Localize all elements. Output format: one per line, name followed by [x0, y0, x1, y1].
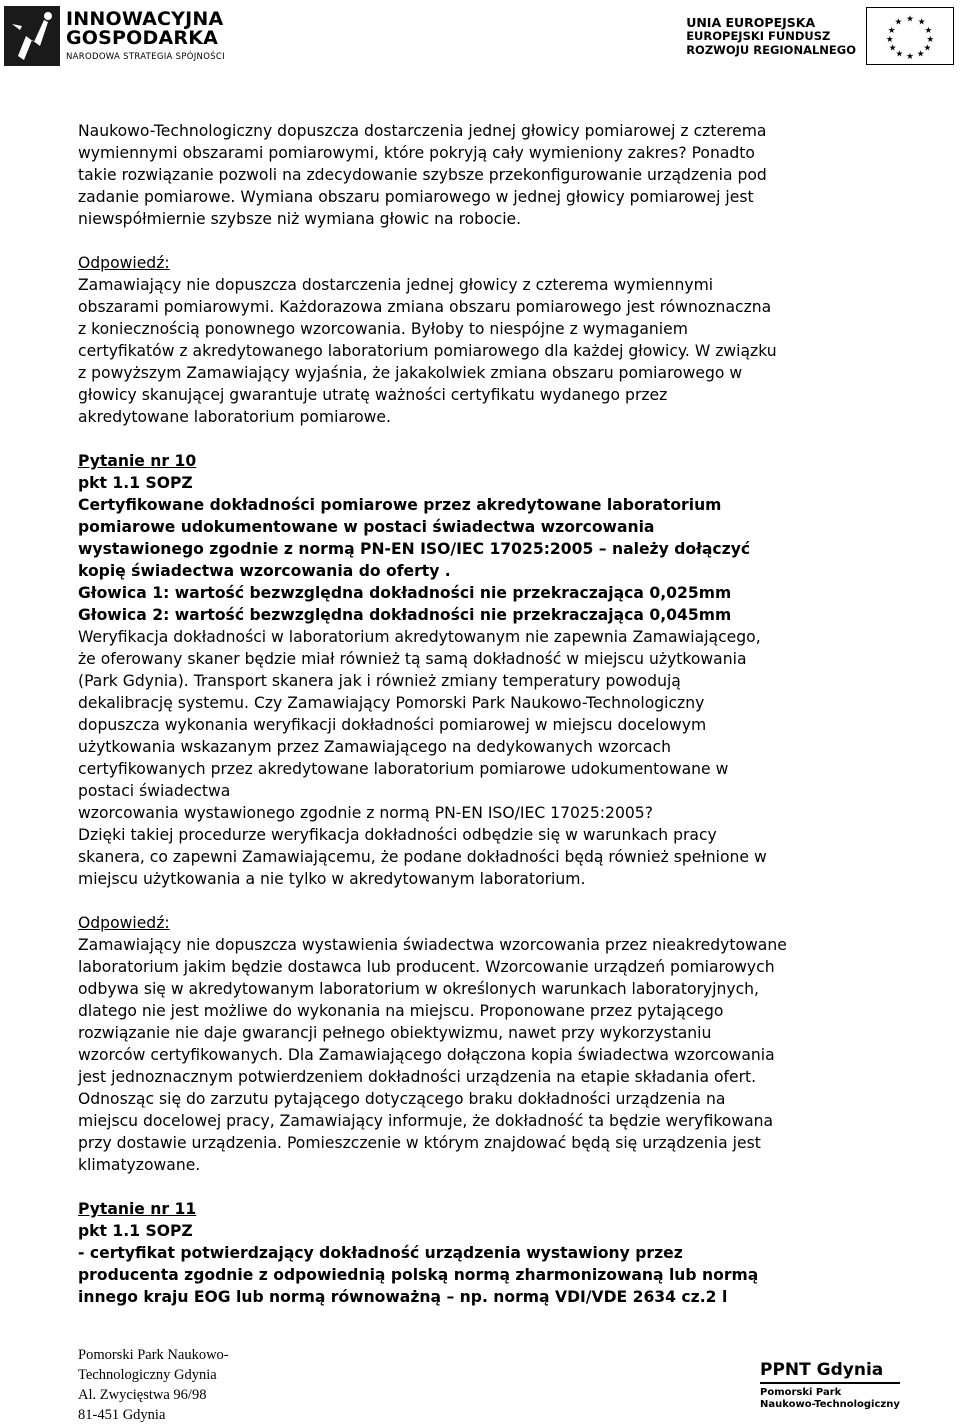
- text-line: Zamawiający nie dopuszcza wystawienia świadectwa wzorcowania przez nieakredytowane: [78, 936, 787, 954]
- svg-text:★: ★: [887, 26, 896, 37]
- svg-text:★: ★: [895, 49, 904, 60]
- ppnt-logo-sub-2: Naukowo-Technologiczny: [760, 1399, 900, 1410]
- answer-heading: Odpowiedź:: [78, 254, 170, 272]
- svg-text:★: ★: [916, 49, 925, 60]
- logo-line-3: NARODOWA STRATEGIA SPÓJNOŚCI: [66, 52, 225, 63]
- text-line: niewspółmiernie szybsze niż wymiana głowic na robocie.: [78, 210, 522, 228]
- text-line: dekalibrację systemu. Czy Zamawiający Pomorski Park Naukowo-Technologiczny: [78, 694, 705, 712]
- text-line: zadanie pomiarowe. Wymiana obszaru pomiarowego w jednej głowicy pomiarowej jest: [78, 188, 754, 206]
- text-line: miejscu użytkowania a nie tylko w akredytowanym laboratorium.: [78, 870, 586, 888]
- text-line: rozwiązanie nie daje gwarancji pełnego obiektywizmu, nawet przy wykorzystaniu: [78, 1024, 712, 1042]
- text-line: odbywa się w akredytowanym laboratorium w określonych warunkach laboratoryjnych,: [78, 980, 759, 998]
- address-line: Al. Zwycięstwa 96/98: [78, 1387, 207, 1403]
- text-line: wzorców certyfikowanych. Dla Zamawiającego dołączona kopia świadectwa wzorcowania: [78, 1046, 775, 1064]
- text-line: klimatyzowane.: [78, 1156, 201, 1174]
- address-line: 81-451 Gdynia: [78, 1407, 166, 1423]
- text-line: Odnosząc się do zarzutu pytającego dotyczącego braku dokładności urządzenia na: [78, 1090, 726, 1108]
- text-line: z koniecznością ponownego wzorcowania. Byłoby to niespójne z wymaganiem: [78, 320, 688, 338]
- eu-logo: [686, 4, 954, 68]
- logo-line-1: INNOWACYJNA: [66, 8, 224, 31]
- question-requirement: [78, 494, 900, 626]
- document-body: [78, 120, 900, 1308]
- question-reference: pkt 1.1 SOPZ: [78, 474, 193, 492]
- svg-text:★: ★: [906, 14, 914, 25]
- logo-figure-icon: [4, 6, 60, 66]
- text-line: jest jednoznacznym potwierdzeniem dokładności urządzenia na etapie składania ofert.: [78, 1068, 757, 1086]
- eu-line-3: ROZWOJU REGIONALNEGO: [686, 42, 856, 57]
- text-line: wymiennymi obszarami pomiarowymi, które pokryją cały wymieniony zakres? Ponadto: [78, 144, 755, 162]
- text-line: użytkowania wskazanym przez Zamawiającego na dedykowanych wzorcach: [78, 738, 671, 756]
- svg-text:★: ★: [917, 17, 926, 28]
- eu-line-2: EUROPEJSKI FUNDUSZ: [686, 28, 831, 43]
- ppnt-logo-sub-1: Pomorski Park: [760, 1387, 842, 1398]
- text-line: skanera, co zapewni Zamawiającemu, że podane dokładności będą również spełnione w: [78, 848, 767, 866]
- text-line: akredytowane laboratorium pomiarowe.: [78, 408, 391, 426]
- text-line: certyfikowanych przez akredytowane laboratorium pomiarowe udokumentowane w: [78, 760, 729, 778]
- svg-text:★: ★: [888, 43, 897, 54]
- svg-text:★: ★: [885, 34, 894, 45]
- text-line: dlatego nie jest możliwe do wykonania na miejscu. Proponowane przez pytającego: [78, 1002, 724, 1020]
- text-line: certyfikatów z akredytowanego laboratorium pomiarowego dla każdej głowicy. W związku: [78, 342, 777, 360]
- svg-text:★: ★: [926, 34, 935, 45]
- ppnt-logo: [760, 1360, 900, 1411]
- eu-flag-icon: [866, 7, 954, 65]
- question-paragraph: [78, 626, 900, 890]
- text-line: - certyfikat potwierdzający dokładność urządzenia wystawiony przez: [78, 1244, 683, 1262]
- text-line: takie rozwiązanie pozwoli na zdecydowanie szybsze przekonfigurowanie urządzenia pod: [78, 166, 767, 184]
- text-line: pomiarowe udokumentowane w postaci świadectwa wzorcowania: [78, 518, 655, 536]
- question-heading: Pytanie nr 10: [78, 452, 197, 470]
- svg-text:★: ★: [906, 52, 914, 63]
- text-line: producenta zgodnie z odpowiednią polską normą zharmonizowaną lub normą: [78, 1266, 759, 1284]
- text-line: Głowica 2: wartość bezwzględna dokładności nie przekraczająca 0,045mm: [78, 606, 732, 624]
- text-line: Dzięki takiej procedurze weryfikacja dokładności odbędzie się w warunkach pracy: [78, 826, 717, 844]
- text-line: (Park Gdynia). Transport skanera jak i również zmiany temperatury powodują: [78, 672, 681, 690]
- text-line: dopuszcza wykonania weryfikacji dokładności pomiarowej w miejscu docelowym: [78, 716, 707, 734]
- text-line: że oferowany skaner będzie miał również tą samą dokładność w miejscu użytkowania: [78, 650, 747, 668]
- text-line: z powyższym Zamawiający wyjaśnia, że jakakolwiek zmiana obszaru pomiarowego w: [78, 364, 743, 382]
- address-line: Pomorski Park Naukowo-: [78, 1347, 229, 1363]
- text-line: wystawionego zgodnie z normą PN-EN ISO/IEC 17025:2005 – należy dołączyć: [78, 540, 751, 558]
- intro-paragraph: [78, 120, 900, 230]
- text-line: Głowica 1: wartość bezwzględna dokładności nie przekraczająca 0,025mm: [78, 584, 732, 602]
- text-line: głowicy skanującej gwarantuje utratę ważności certyfikatu wydanego przez: [78, 386, 668, 404]
- question-requirement: [78, 1242, 900, 1308]
- answer-heading: Odpowiedź:: [78, 914, 170, 932]
- text-line: Certyfikowane dokładności pomiarowe przez akredytowane laboratorium: [78, 496, 722, 514]
- text-line: Zamawiający nie dopuszcza dostarczenia jednej głowicy z czterema wymiennymi: [78, 276, 714, 294]
- footer-address: [78, 1345, 229, 1425]
- text-line: Weryfikacja dokładności w laboratorium akredytowanym nie zapewnia Zamawiającego,: [78, 628, 761, 646]
- text-line: wzorcowania wystawionego zgodnie z normą PN-EN ISO/IEC 17025:2005?: [78, 804, 653, 822]
- text-line: innego kraju EOG lub normą równoważną – np. normą VDI/VDE 2634 cz.2 l: [78, 1288, 728, 1306]
- eu-line-1: UNIA EUROPEJSKA: [686, 14, 816, 30]
- logo-line-2: GOSPODARKA: [66, 27, 219, 50]
- text-line: obszarami pomiarowymi. Każdorazowa zmiana obszaru pomiarowego jest równoznaczna: [78, 298, 772, 316]
- question-heading: Pytanie nr 11: [78, 1200, 197, 1218]
- svg-text:★: ★: [894, 17, 903, 28]
- question-reference: pkt 1.1 SOPZ: [78, 1222, 193, 1240]
- ppnt-logo-title: PPNT Gdynia: [760, 1360, 900, 1384]
- text-line: miejscu docelowej pracy, Zamawiający informuje, że dokładność ta będzie weryfikowana: [78, 1112, 774, 1130]
- text-line: przy dostawie urządzenia. Pomieszczenie w którym znajdować będą się urządzenia jest: [78, 1134, 761, 1152]
- answer-paragraph: [78, 274, 900, 428]
- text-line: postaci świadectwa: [78, 782, 231, 800]
- svg-text:★: ★: [923, 43, 932, 54]
- text-line: laboratorium jakim będzie dostawca lub producent. Wzorcowanie urządzeń pomiarowych: [78, 958, 775, 976]
- svg-text:★: ★: [924, 26, 933, 37]
- text-line: kopię świadectwa wzorcowania do oferty .: [78, 562, 451, 580]
- address-line: Technologiczny Gdynia: [78, 1367, 217, 1383]
- text-line: Naukowo-Technologiczny dopuszcza dostarczenia jednej głowicy pomiarowej z czterema: [78, 122, 767, 140]
- innowacyjna-gospodarka-logo: [4, 4, 264, 68]
- answer-paragraph: [78, 934, 900, 1176]
